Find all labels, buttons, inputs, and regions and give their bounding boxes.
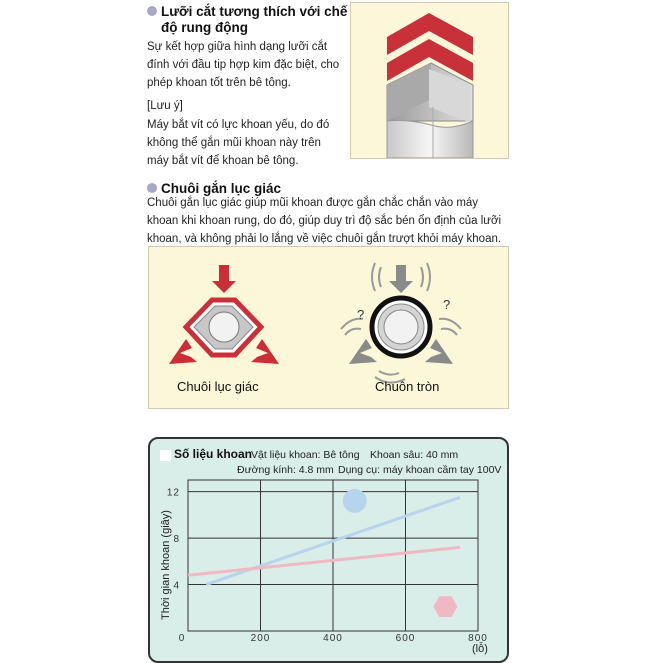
chart-title: Số liệu khoan [174, 447, 253, 461]
chart-series [188, 497, 460, 584]
circle-marker-icon [343, 489, 367, 513]
x-tick-label: 400 [323, 633, 343, 644]
section1-note: Máy bắt vít có lực khoan yếu, do đó không thể gắn mũi khoan này trên máy bắt vít để khoan bê tông. [147, 119, 330, 167]
section1-body: Sự kết hợp giữa hình dạng lưỡi cắt đính với đầu tip hợp kim đặc biệt, cho phép khoan tốt trên bê tông. [147, 41, 340, 89]
chart-y-label: Thời gian khoan (giây) [160, 510, 172, 620]
x-tick-label: 600 [395, 633, 416, 644]
x-tick-label: 0 [178, 633, 186, 644]
section1-title-line1: Lưỡi cắt tương thích với chế [161, 4, 348, 19]
chart-x-label: (lỗ) [472, 643, 488, 655]
chart-ticks [167, 488, 488, 644]
section2-body: Chuôi gắn lục giác giúp mũi khoan được gắn chắc chắn vào máy khoan khi khoan rung, do đó, giúp duy trì độ sắc bén ổn định của lưỡi khoan, và không phải lo lắng về việc chuôi gắn trượt khỏi máy khoan. [147, 197, 502, 245]
chart-depth: Khoan sâu: 40 mm [370, 449, 459, 461]
y-tick-label: 12 [166, 487, 180, 499]
question-mark-right: ? [443, 297, 451, 312]
chart-tool: Dụng cụ: máy khoan cầm tay 100V [338, 464, 502, 476]
chart-material: Vật liệu khoan: Bê tông [251, 449, 360, 461]
x-tick-label: 200 [250, 633, 271, 644]
note-label: [Lưu ý] [147, 100, 183, 112]
section2-title: Chuôi gắn lục giác [147, 181, 281, 197]
section1-title-line2: độ rung động [161, 20, 248, 35]
round-shank-label: Chuôn tròn [375, 379, 440, 394]
question-mark-left: ? [357, 307, 365, 322]
y-tick-label: 8 [173, 534, 180, 546]
chart-diameter: Đường kính: 4.8 mm [237, 464, 334, 476]
series-line-hexagon [188, 547, 460, 575]
x-tick-label: 800 [468, 633, 488, 644]
y-tick-label: 4 [173, 580, 180, 592]
hex-shank-label: Chuôi lục giác [177, 379, 259, 394]
hexagon-marker-icon [433, 596, 457, 617]
